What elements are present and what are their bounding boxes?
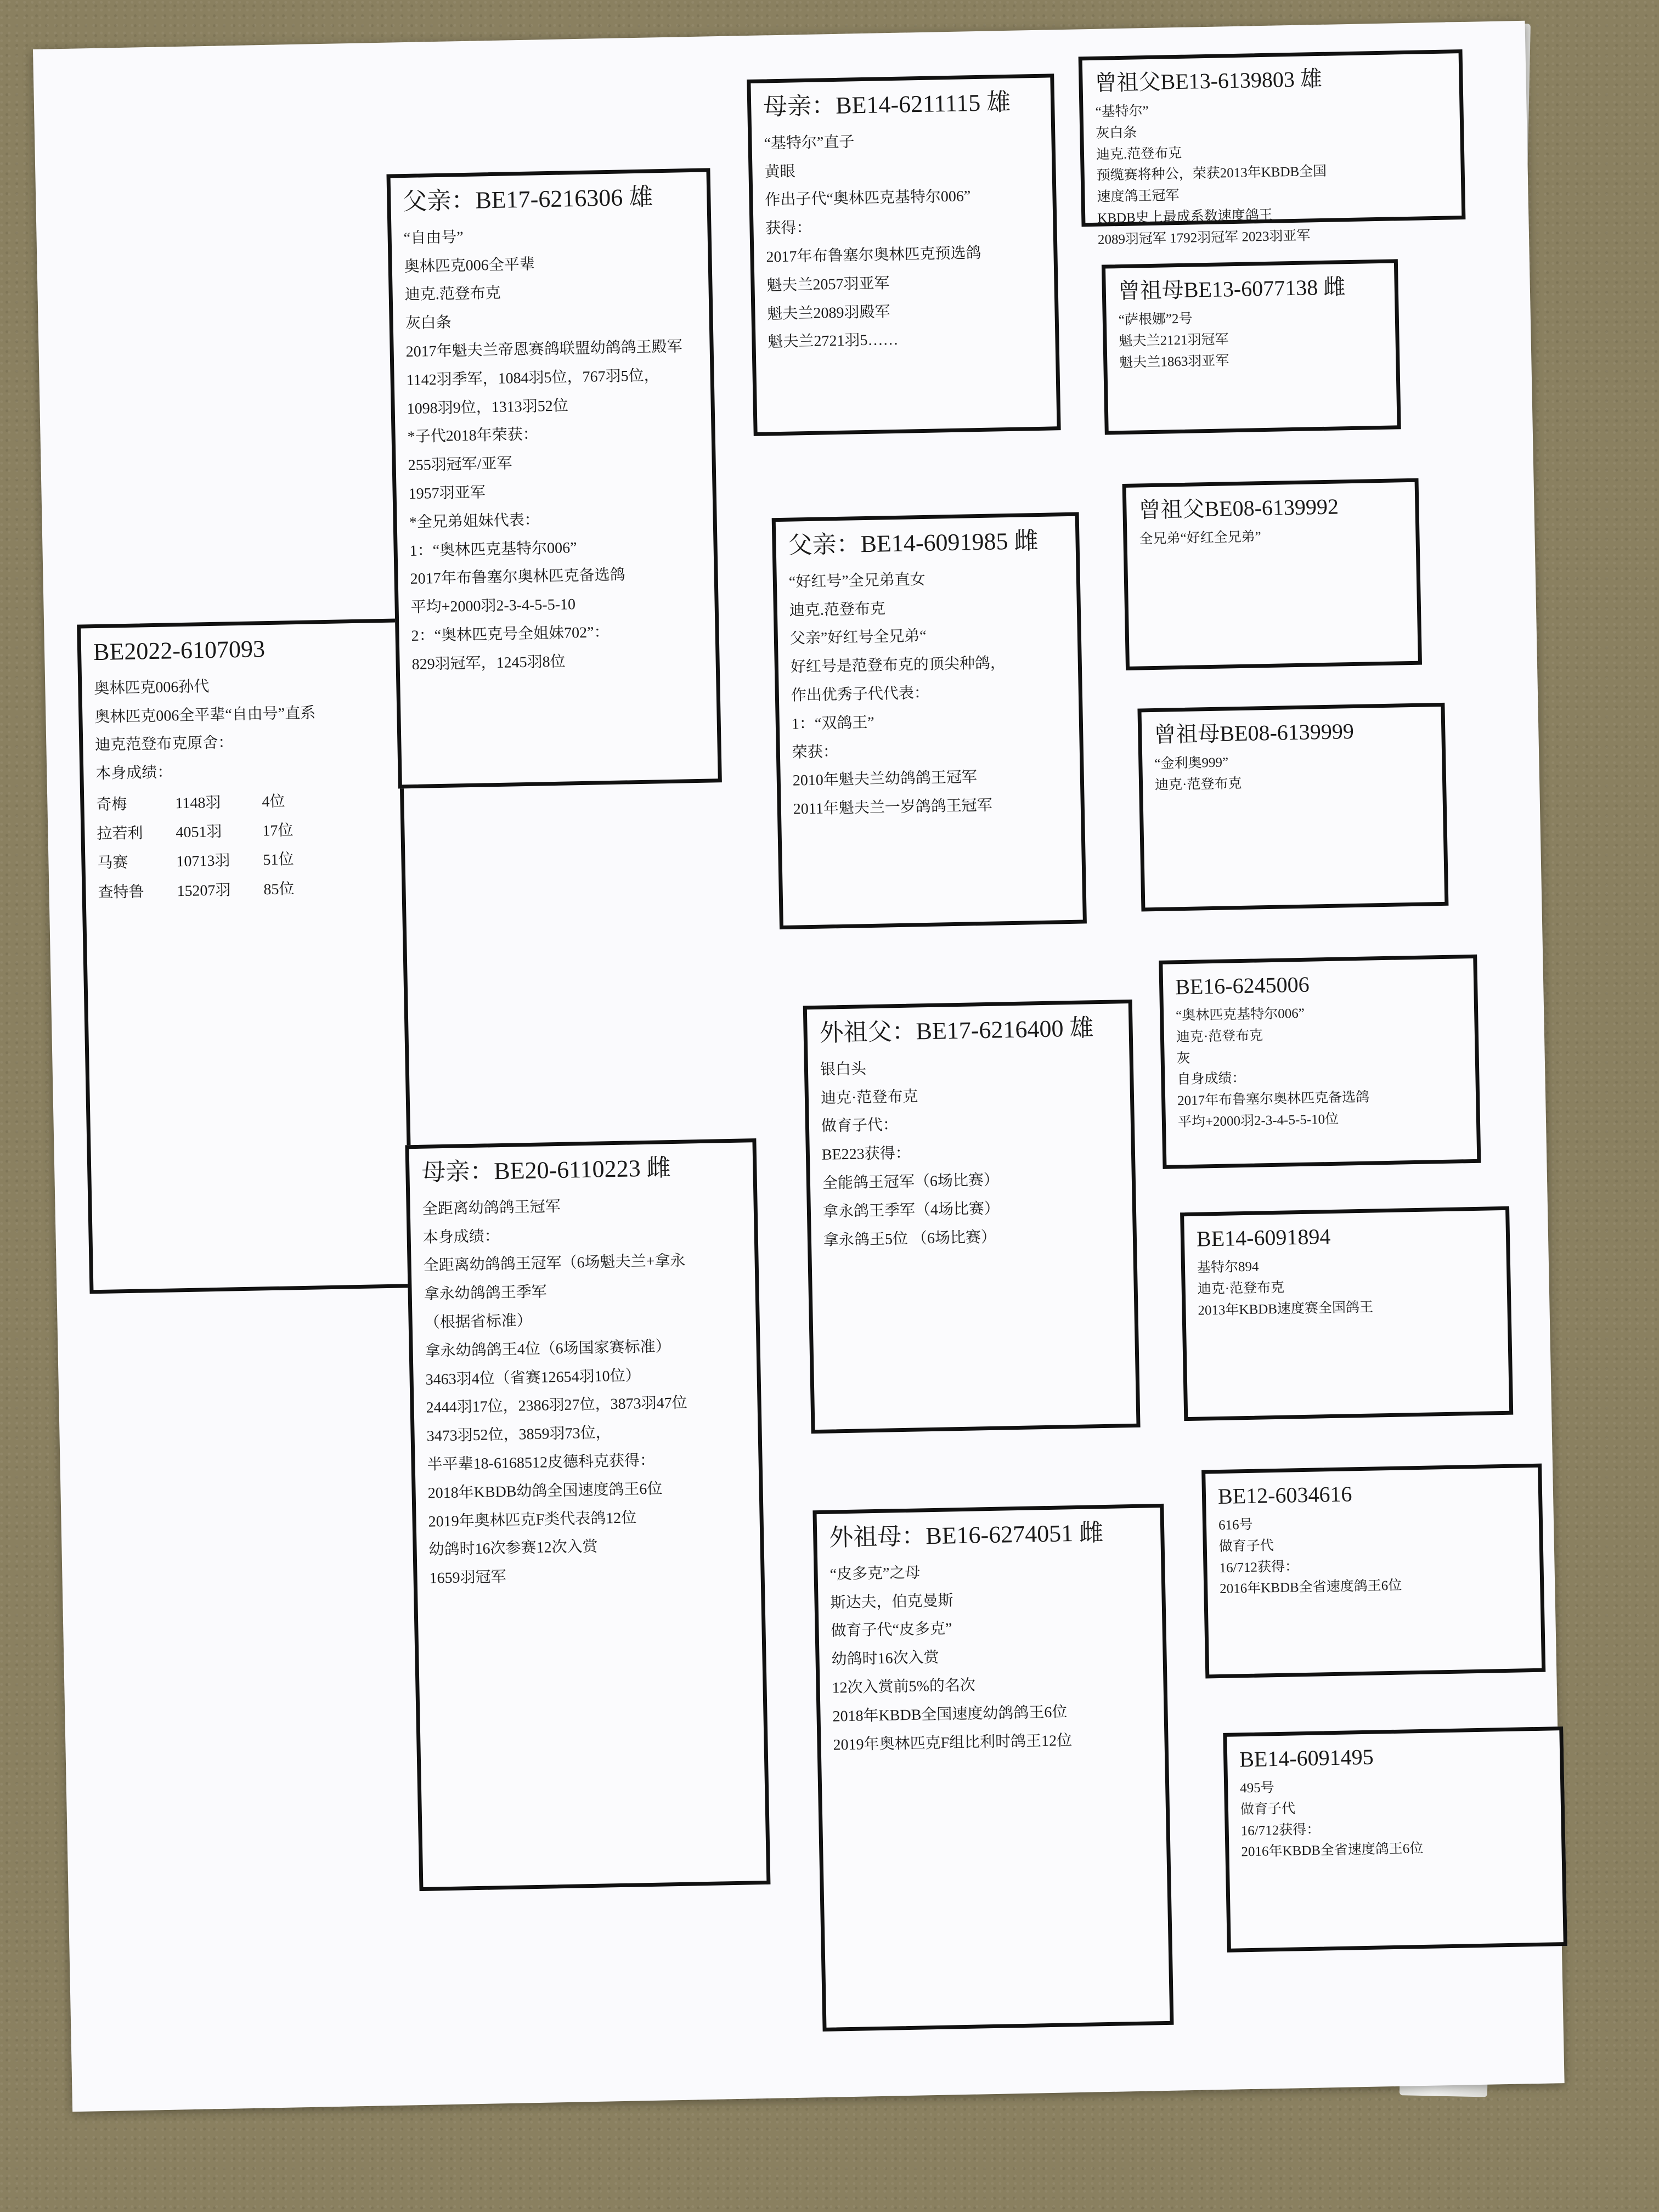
card-line: 拿永鸽王季军（4场比赛） (822, 1200, 1000, 1221)
card-line: 3473羽52位，3859羽73位， (426, 1424, 611, 1445)
card-line: “金利奥999” (1154, 755, 1229, 771)
card-line: 作出优秀子代代表： (791, 684, 930, 704)
card-line: 3463羽4位（省赛12654羽10位） (425, 1367, 641, 1389)
race-name: 奇梅 (96, 795, 127, 814)
race-birds: 4051羽 (176, 823, 222, 842)
card-line: 魁夫兰2721羽5…… (768, 331, 899, 351)
card-line: “奥林匹克基特尔006” (1175, 1006, 1305, 1024)
card-title: 曾祖父BE08-6139992 (1138, 494, 1339, 523)
card-line: 829羽冠军，1245羽8位 (411, 653, 566, 673)
card-line: 全距离幼鸽鸽王冠军 (422, 1198, 561, 1218)
card-line: 迪克·范登布克 (820, 1087, 918, 1107)
card-line: *全兄弟姐妹代表： (409, 511, 540, 531)
card-line: 1142羽季军，1084羽5位，767羽5位， (406, 366, 659, 389)
card-line: 自身成绩： (1177, 1071, 1246, 1087)
card-line: 做育子代 (1218, 1538, 1274, 1554)
race-name: 马赛 (97, 854, 128, 872)
card-line: 魁夫兰1863羽亚军 (1119, 353, 1229, 370)
card-title: BE14-6091894 (1196, 1223, 1331, 1251)
card-line: 2：“奥林匹克号全姐妹702”： (411, 623, 610, 645)
card-line: “基特尔”直子 (764, 133, 855, 153)
pedigree-sheet (33, 21, 1565, 2112)
card-line: 灰白条 (1096, 125, 1137, 141)
card-line: 255羽冠军/亚军 (408, 455, 512, 475)
card-line: 迪克·范登布克 (1176, 1028, 1263, 1045)
card-title: 曾祖父BE13-6139803 雄 (1094, 66, 1323, 95)
card-line: 平均+2000羽2-3-4-5-5-10 (410, 596, 576, 617)
card-title: BE12-6034616 (1217, 1481, 1352, 1509)
race-birds: 10713羽 (176, 852, 230, 871)
card-line: BE223获得： (821, 1144, 911, 1164)
card-line: （根据省标准） (424, 1312, 532, 1331)
card-title: 曾祖母BE08-6139999 (1153, 719, 1355, 747)
great-grandfather-card (1122, 478, 1422, 670)
card-line: “自由号” (403, 228, 464, 247)
card-line: 迪克.范登布克 (789, 600, 886, 619)
card-line: 2011年魁夫兰一岁鸽鸽王冠军 (793, 797, 993, 818)
race-place: 17位 (262, 822, 294, 840)
subject-card (77, 618, 413, 1294)
card-line: 迪克·范登布克 (1154, 776, 1242, 793)
card-line: 1659羽冠军 (429, 1568, 506, 1587)
card-title: BE14-6091495 (1239, 1744, 1374, 1772)
race-name: 拉若利 (97, 825, 143, 843)
card-line: 预缆赛将种公，荣获2013年KBDB全国 (1096, 164, 1327, 184)
race-place: 51位 (263, 851, 294, 869)
result-row (96, 786, 326, 820)
card-title: 父亲：BE14-6091985 雌 (788, 527, 1039, 559)
card-line: 迪克.范登布克 (404, 285, 501, 304)
card-line: 迪克·范登布克 (1197, 1280, 1285, 1297)
card-line: 1098羽9位，1313羽52位 (407, 397, 568, 417)
great-grandfather-card (1079, 49, 1466, 247)
card-line: *子代2018年荣获： (407, 426, 538, 446)
card-line: 幼鸽时16次参赛12次入赏 (428, 1538, 598, 1559)
card-line: 奥林匹克006全平辈“自由号”直系 (94, 704, 316, 726)
paternal-grandmother-card (772, 512, 1087, 930)
card-line: “基特尔” (1095, 103, 1149, 120)
race-place: 4位 (262, 793, 285, 811)
great-grandfather-card (1159, 955, 1481, 1169)
card-line: 12次入赏前5%的名次 (832, 1677, 976, 1697)
card-title: 母亲：BE14-6211115 雄 (763, 88, 1011, 121)
result-row (97, 844, 327, 878)
card-line: 全兄弟“好红全兄弟” (1139, 529, 1261, 547)
card-line: 银白头 (820, 1060, 867, 1079)
card-title: 外祖母：BE16-6274051 雌 (828, 1519, 1104, 1551)
card-line: 2017年布鲁塞尔奥林匹克预选鸽 (766, 244, 981, 266)
race-name: 查特鲁 (98, 883, 144, 901)
card-line: 奥林匹克006全平辈 (404, 256, 535, 275)
card-line: KBDB史上最成系数速度鸽王 (1097, 207, 1273, 226)
card-title: 曾祖母BE13-6077138 雌 (1118, 274, 1346, 304)
great-grandmother-card (1102, 259, 1401, 435)
card-line: 拿永鸽王5位 （6场比赛） (823, 1228, 997, 1249)
card-line: 作出子代“奥林匹克基特尔006” (765, 188, 971, 209)
maternal-grandfather-card (803, 1000, 1141, 1434)
great-grandmother-card (1223, 1726, 1567, 1953)
card-line: 半平辈18-6168512皮德科克获得： (427, 1452, 656, 1474)
card-line: 斯达夫，伯克曼斯 (830, 1592, 953, 1612)
card-line: 16/712获得： (1240, 1822, 1321, 1838)
card-line: 495号 (1239, 1780, 1275, 1796)
card-line: “好红号”全兄弟直女 (788, 571, 926, 591)
card-line: 2017年布鲁塞尔奥林匹克备选鸽 (410, 566, 625, 588)
card-line: 全距离幼鸽鸽王冠军（6场魁夫兰+拿永 (423, 1252, 686, 1275)
card-line: 做育子代 (1240, 1801, 1296, 1818)
card-line: 2017年布鲁塞尔奥林匹克备选鸽 (1177, 1090, 1370, 1109)
card-line: 1：“奥林匹克基特尔006” (409, 539, 577, 560)
card-line: 魁夫兰2089羽殿军 (767, 303, 890, 323)
card-line: 基特尔894 (1197, 1259, 1259, 1276)
card-line: 2019年奥林匹克F组比利时鸽王12位 (833, 1731, 1073, 1754)
card-title: 母亲：BE20-6110223 雌 (421, 1154, 672, 1186)
card-line: 2016年KBDB全省速度鸽王6位 (1241, 1841, 1424, 1860)
card-line: 1957羽亚军 (408, 484, 486, 503)
card-line: 魁夫兰2057羽亚军 (766, 274, 890, 295)
card-line: 好红号是范登布克的顶尖种鸽， (790, 654, 1006, 676)
father-card (386, 168, 721, 788)
race-birds: 1148羽 (175, 794, 221, 812)
card-line: 做育子代： (821, 1116, 899, 1136)
maternal-grandmother-card (812, 1504, 1173, 2032)
card-title: BE16-6245006 (1175, 972, 1310, 1000)
result-row (97, 815, 326, 849)
card-line: 灰 (1176, 1051, 1190, 1066)
card-line: 2018年KBDB幼鸽全国速度鸽王6位 (427, 1480, 663, 1502)
card-line: 迪克.范登布克 (1096, 145, 1182, 162)
card-line: 2017年魁夫兰帝恩赛鸽联盟幼鸽鸽王殿军 (405, 338, 682, 361)
card-line: 灰白条 (405, 314, 452, 332)
card-line: “皮多克”之母 (830, 1564, 921, 1583)
card-line: 做育子代“皮多克” (831, 1620, 952, 1640)
great-grandfather-card (1201, 1464, 1545, 1679)
card-line: 616号 (1218, 1517, 1253, 1533)
card-line: 奥林匹克006孙代 (94, 678, 210, 697)
card-line: 魁夫兰2121羽冠军 (1119, 332, 1229, 349)
result-row (98, 874, 328, 907)
card-line: 2016年KBDB全省速度鸽王6位 (1220, 1578, 1402, 1597)
card-line: 本身成绩： (95, 764, 173, 783)
card-line: “萨根娜”2号 (1118, 311, 1193, 328)
card-line: 2018年KBDB全国速度幼鸽鸽王6位 (832, 1703, 1068, 1725)
card-title: 父亲：BE17-6216306 雄 (402, 183, 653, 216)
card-line: 平均+2000羽2-3-4-5-5-10位 (1177, 1111, 1339, 1130)
card-line: 2019年奥林匹克F类代表鸽12位 (428, 1509, 637, 1531)
mother-card (405, 1138, 770, 1891)
card-line: 幼鸽时16次入赏 (831, 1649, 939, 1668)
race-place: 85位 (263, 880, 295, 898)
card-line: 迪克范登布克原舍： (95, 734, 234, 754)
card-line: 2013年KBDB速度赛全国鸽王 (1198, 1300, 1374, 1318)
card-line: 1：“双鸽王” (791, 714, 874, 733)
card-title: 外祖父：BE17-6216400 雄 (819, 1014, 1094, 1047)
card-line: 父亲”好红号全兄弟“ (789, 628, 927, 648)
results-table (96, 786, 328, 907)
card-line: 拿永幼鸽鸽王季军 (424, 1283, 547, 1303)
card-line: 2089羽冠军 1792羽冠军 2023羽亚军 (1097, 228, 1311, 247)
paternal-grandfather-card (747, 74, 1060, 436)
great-grandmother-card (1137, 703, 1448, 912)
race-birds: 15207羽 (177, 881, 231, 900)
great-grandmother-card (1180, 1206, 1513, 1421)
card-line: 获得： (765, 219, 812, 238)
card-line: 拿永幼鸽鸽王4位（6场国家赛标准） (425, 1338, 671, 1360)
card-title: BE2022-6107093 (93, 635, 266, 666)
card-line: 荣获： (792, 743, 839, 761)
card-line: 2010年魁夫兰幼鸽鸽王冠军 (792, 769, 978, 790)
card-line: 本身成绩： (422, 1227, 500, 1246)
card-line: 全能鸽王冠军（6场比赛） (822, 1171, 1000, 1192)
card-line: 黄眼 (764, 162, 795, 181)
card-line: 16/712获得： (1219, 1559, 1299, 1576)
card-line: 2444羽17位，2386羽27位，3873羽47位 (426, 1394, 687, 1417)
card-line: 速度鸽王冠军 (1097, 188, 1180, 205)
